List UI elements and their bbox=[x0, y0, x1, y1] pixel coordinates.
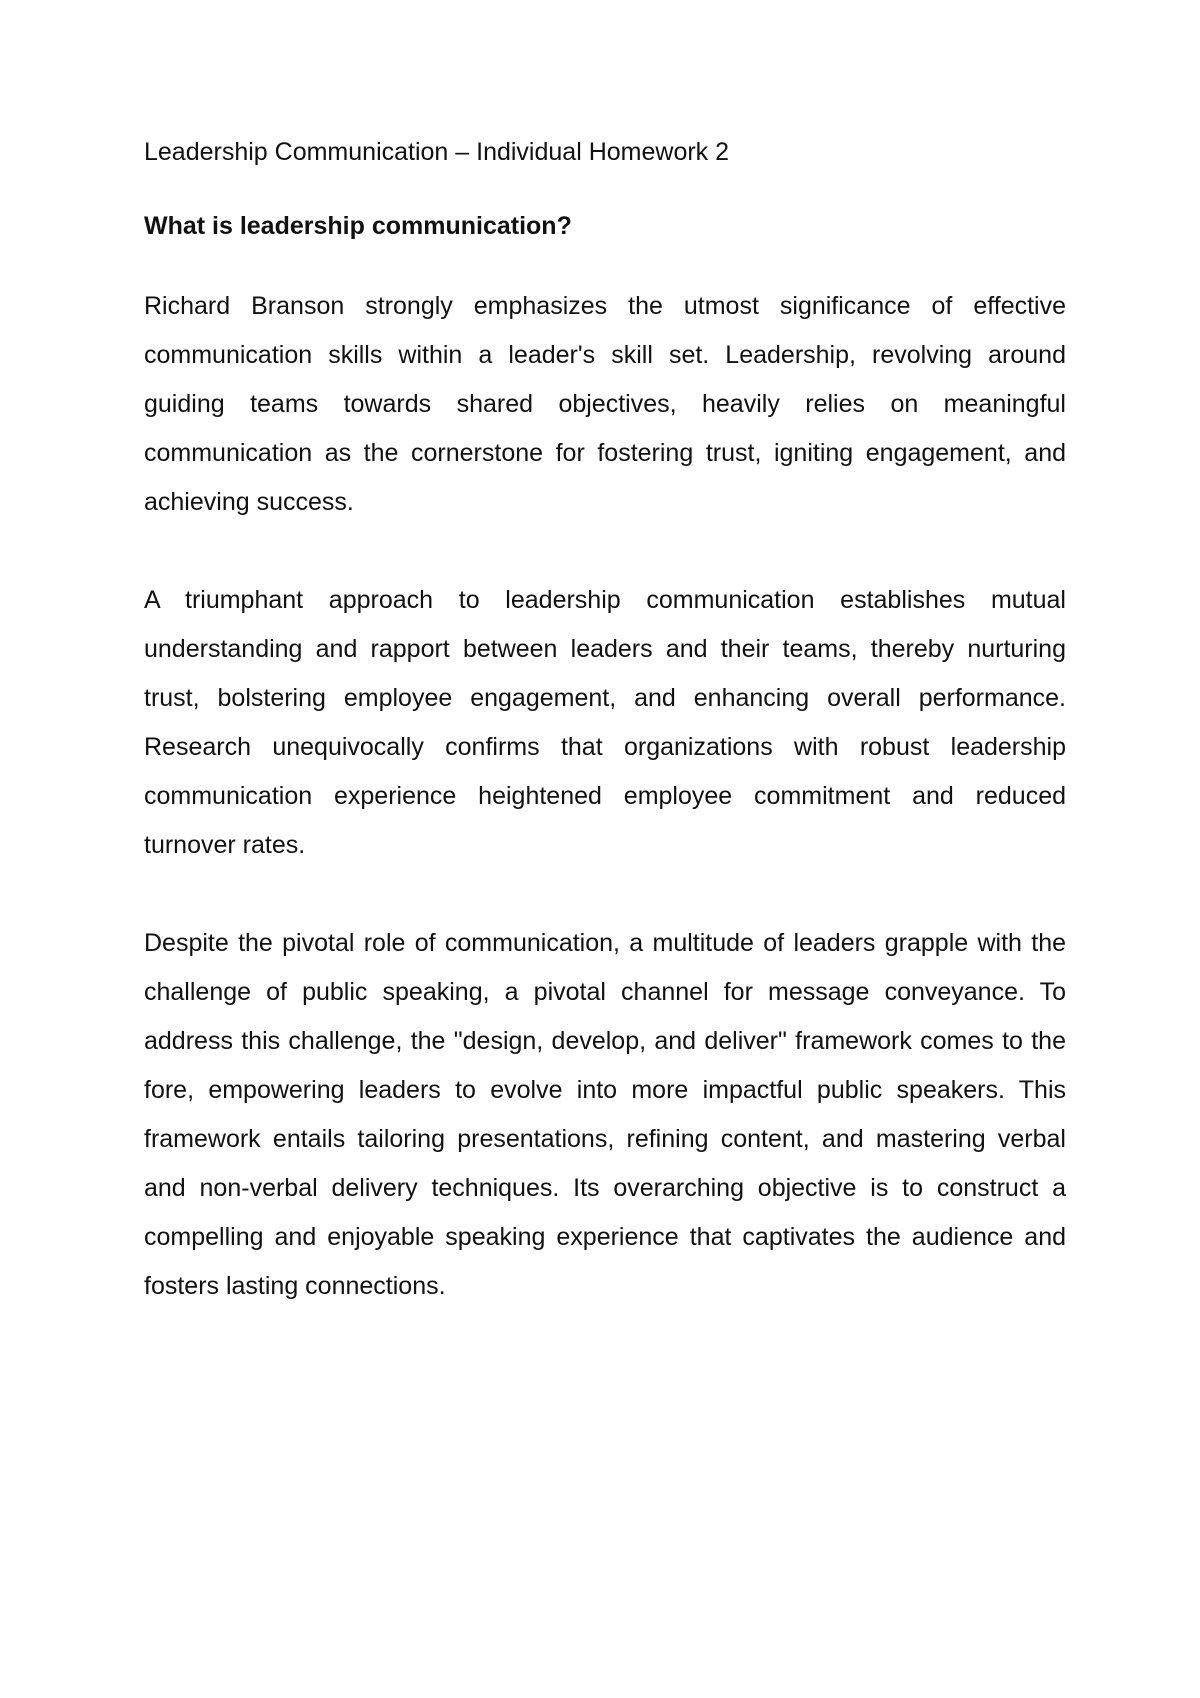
paragraph-1: Richard Branson strongly emphasizes the utmost significance of effective communication skills within a leader's skill set. Leadership, revolving around guiding teams towards shared objectives, heavily relies on meaningful communication as the cornerstone for fostering trust, igniting engagement, and achieving success. bbox=[144, 292, 1066, 516]
paragraph-2: A triumphant approach to leadership communication establishes mutual understanding and rapport between leaders and their teams, thereby nurturing trust, bolstering employee engagement, and enhancing overall performance. Research unequivocally confirms that organizations with robust leadership communication experience heightened employee commitment and reduced turnover rates. bbox=[144, 586, 1066, 859]
paragraph-3: Despite the pivotal role of communication, a multitude of leaders grapple with the challenge of public speaking, a pivotal channel for message conveyance. To address this challenge, the "design, develop, and deliver" framework comes to the fore, empowering leaders to evolve into more impactful public speakers. This framework entails tailoring presentations, refining content, and mastering verbal and non-verbal delivery techniques. Its overarching objective is to construct a compelling and enjoyable speaking experience that captivates the audience and fosters lasting connections. bbox=[144, 929, 1066, 1300]
section-heading: What is leadership communication? bbox=[144, 212, 572, 240]
document-title: Leadership Communication – Individual Homework 2 bbox=[144, 138, 730, 166]
